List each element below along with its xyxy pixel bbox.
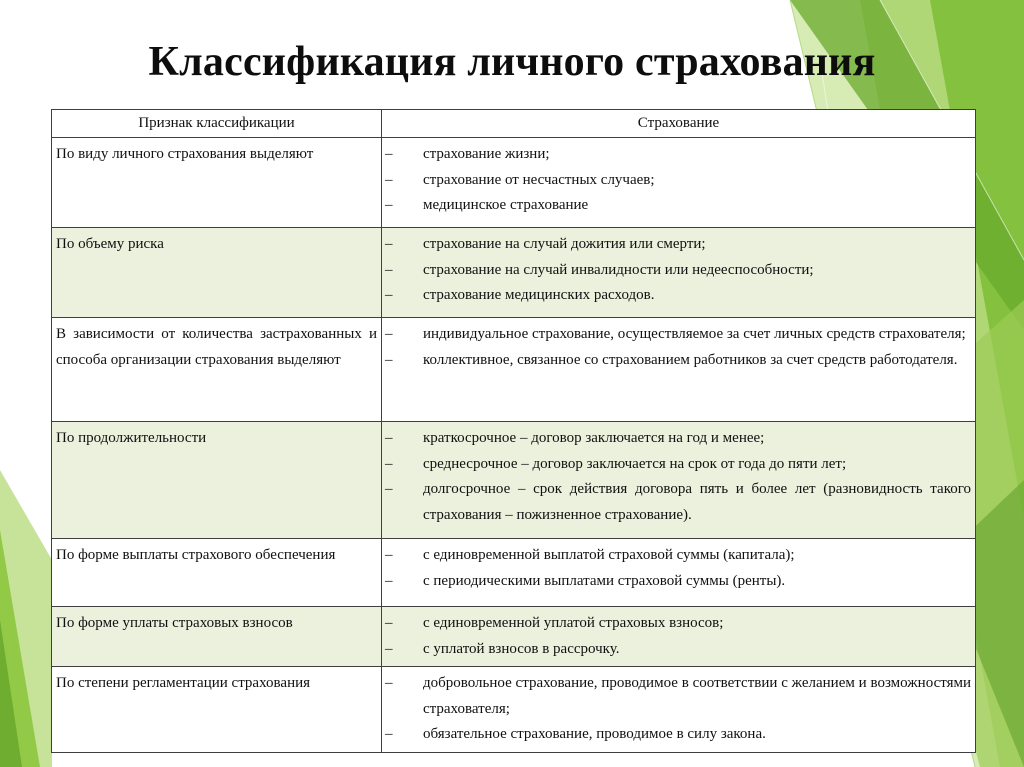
list-item: – среднесрочное – договор заключается на срок от года до пяти лет; — [382, 452, 971, 478]
insurance-list — [382, 539, 975, 596]
slide-title: Классификация личного страхования — [148, 39, 876, 85]
insurance-list — [382, 318, 975, 375]
list-item: – долгосрочное – срок действия договора пять и более лет (разновидность такого страхования – пожизненное страхование). — [382, 477, 971, 528]
row-items-cell — [382, 539, 976, 607]
insurance-list — [382, 607, 975, 664]
row-criterion: По форме выплаты страхового обеспечения — [52, 539, 382, 607]
row-items-cell — [382, 318, 976, 422]
insurance-list — [382, 138, 975, 221]
row-criterion: По степени регламентации страхования — [52, 667, 382, 753]
table-row — [52, 318, 976, 422]
insurance-list — [382, 667, 975, 750]
table-row — [52, 667, 976, 753]
header-criterion: Признак классификации — [52, 110, 382, 138]
row-criterion: По виду личного страхования выделяют — [52, 138, 382, 228]
list-item: – страхование жизни; — [382, 142, 971, 168]
row-criterion: В зависимости от количества застрахованных и способа организации страхования выделяют — [52, 318, 382, 422]
row-items-cell — [382, 607, 976, 667]
header-insurance: Страхование — [382, 110, 976, 138]
list-item: – с периодическими выплатами страховой суммы (ренты). — [382, 569, 971, 595]
list-item: – с единовременной уплатой страховых взносов; — [382, 611, 971, 637]
row-criterion: По объему риска — [52, 228, 382, 318]
list-item: – страхование на случай инвалидности или недееспособности; — [382, 258, 971, 284]
table-row — [52, 138, 976, 228]
list-item: – краткосрочное – договор заключается на год и менее; — [382, 426, 971, 452]
row-items-cell — [382, 422, 976, 539]
list-item: – медицинское страхование — [382, 193, 971, 219]
list-item: – обязательное страхование, проводимое в силу закона. — [382, 722, 971, 748]
table-row — [52, 228, 976, 318]
table-row — [52, 539, 976, 607]
table-row — [52, 422, 976, 539]
classification-table — [51, 109, 976, 753]
list-item: – с уплатой взносов в рассрочку. — [382, 637, 971, 663]
insurance-list — [382, 422, 975, 530]
list-item: – страхование на случай дожития или смерти; — [382, 232, 971, 258]
list-item: – добровольное страхование, проводимое в соответствии с желанием и возможностями страхователя; — [382, 671, 971, 722]
list-item: – коллективное, связанное со страхованием работников за счет средств работодателя. — [382, 348, 971, 374]
list-item: – индивидуальное страхование, осуществляемое за счет личных средств страхователя; — [382, 322, 971, 348]
list-item: – страхование медицинских расходов. — [382, 283, 971, 309]
row-items-cell — [382, 667, 976, 753]
row-criterion: По форме уплаты страховых взносов — [52, 607, 382, 667]
table-row — [52, 607, 976, 667]
insurance-list — [382, 228, 975, 311]
row-criterion: По продолжительности — [52, 422, 382, 539]
list-item: – с единовременной выплатой страховой суммы (капитала); — [382, 543, 971, 569]
table-header-row — [52, 110, 976, 138]
row-items-cell — [382, 138, 976, 228]
list-item: – страхование от несчастных случаев; — [382, 168, 971, 194]
row-items-cell — [382, 228, 976, 318]
